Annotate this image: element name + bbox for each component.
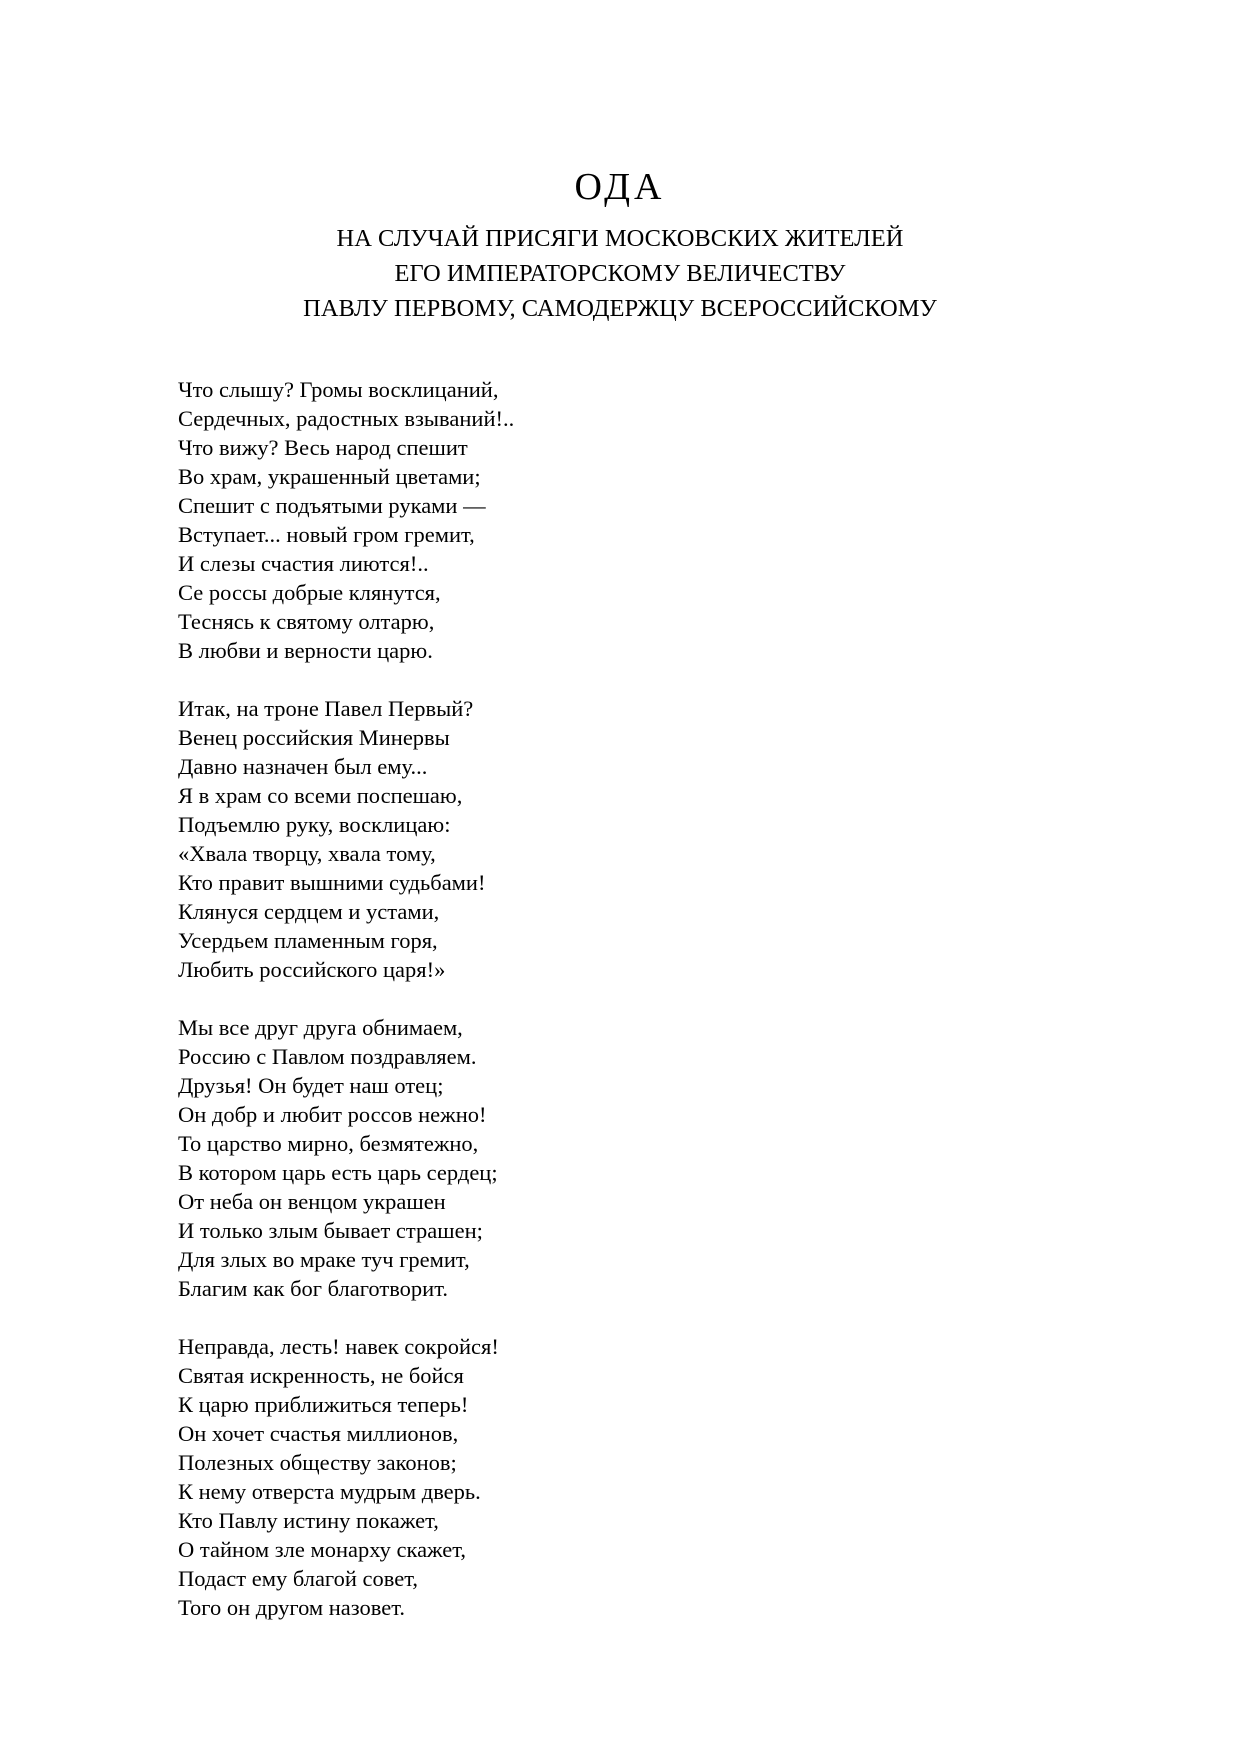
poem-line: Он хочет счастья миллионов, <box>178 1421 459 1446</box>
poem-line: Любить российского царя!» <box>178 957 446 982</box>
poem-title: ОДА <box>574 166 666 208</box>
poem-line: В любви и верности царю. <box>178 638 433 663</box>
poem-body <box>178 375 1078 1651</box>
poem-line: И слезы счастия лиются!.. <box>178 551 429 576</box>
poem-line: Что вижу? Весь народ спешит <box>178 435 468 460</box>
subtitle-line: НА СЛУЧАЙ ПРИСЯГИ МОСКОВСКИХ ЖИТЕЛЕЙ <box>336 225 904 252</box>
poem-line: Спешит с подъятыми руками — <box>178 493 486 518</box>
poem-line: Того он другом назовет. <box>178 1595 406 1620</box>
poem-line: Подъемлю руку, восклицаю: <box>178 812 451 837</box>
poem-line: Сердечных, радостных взываний!.. <box>178 406 515 431</box>
poem-line: В котором царь есть царь сердец; <box>178 1160 498 1185</box>
poem-line: Россию с Павлом поздравляем. <box>178 1044 477 1069</box>
poem-line: «Хвала творцу, хвала тому, <box>178 841 436 866</box>
poem-line: Венец российския Минервы <box>178 725 450 750</box>
poem-line: Я в храм со всеми поспешаю, <box>178 783 463 808</box>
poem-line: Кто правит вышними судьбами! <box>178 870 486 895</box>
poem-line: Во храм, украшенный цветами; <box>178 464 481 489</box>
poem-line: Мы все друг друга обнимаем, <box>178 1015 463 1040</box>
poem-line: О тайном зле монарху скажет, <box>178 1537 467 1562</box>
poem-line: И только злым бывает страшен; <box>178 1218 483 1243</box>
poem-subtitle <box>0 221 1240 326</box>
poem-line: Усердьем пламенным горя, <box>178 928 438 953</box>
poem-line: Друзья! Он будет наш отец; <box>178 1073 444 1098</box>
poem-line: От неба он венцом украшен <box>178 1189 446 1214</box>
stanza-3 <box>178 1013 1078 1303</box>
poem-line: Теснясь к святому олтарю, <box>178 609 435 634</box>
poem-line: К нему отверста мудрым дверь. <box>178 1479 481 1504</box>
stanza-2 <box>178 694 1078 984</box>
poem-line: Итак, на троне Павел Первый? <box>178 696 474 721</box>
poem-line: Подаст ему благой совет, <box>178 1566 418 1591</box>
poem-line: Давно назначен был ему... <box>178 754 428 779</box>
poem-line: Он добр и любит россов нежно! <box>178 1102 487 1127</box>
poem-line: Для злых во мраке туч гремит, <box>178 1247 470 1272</box>
poem-line: Неправда, лесть! навек сокройся! <box>178 1334 499 1359</box>
stanza-1 <box>178 375 1078 665</box>
poem-line: Святая искренность, не бойся <box>178 1363 464 1388</box>
stanza-4 <box>178 1332 1078 1622</box>
poem-line: Что слышу? Громы восклицаний, <box>178 377 499 402</box>
poem-line: Вступает... новый гром гремит, <box>178 522 475 547</box>
poem-line: К царю приближиться теперь! <box>178 1392 469 1417</box>
poem-line: Благим как бог благотворит. <box>178 1276 448 1301</box>
poem-line: Кто Павлу истину покажет, <box>178 1508 439 1533</box>
poem-line: То царство мирно, безмятежно, <box>178 1131 479 1156</box>
poem-line: Полезных обществу законов; <box>178 1450 457 1475</box>
poem-line: Се россы добрые клянутся, <box>178 580 441 605</box>
subtitle-line: ПАВЛУ ПЕРВОМУ, САМОДЕРЖЦУ ВСЕРОССИЙСКОМУ <box>303 295 937 322</box>
poem-line: Клянуся сердцем и устами, <box>178 899 440 924</box>
subtitle-line: ЕГО ИМПЕРАТОРСКОМУ ВЕЛИЧЕСТВУ <box>394 260 846 287</box>
